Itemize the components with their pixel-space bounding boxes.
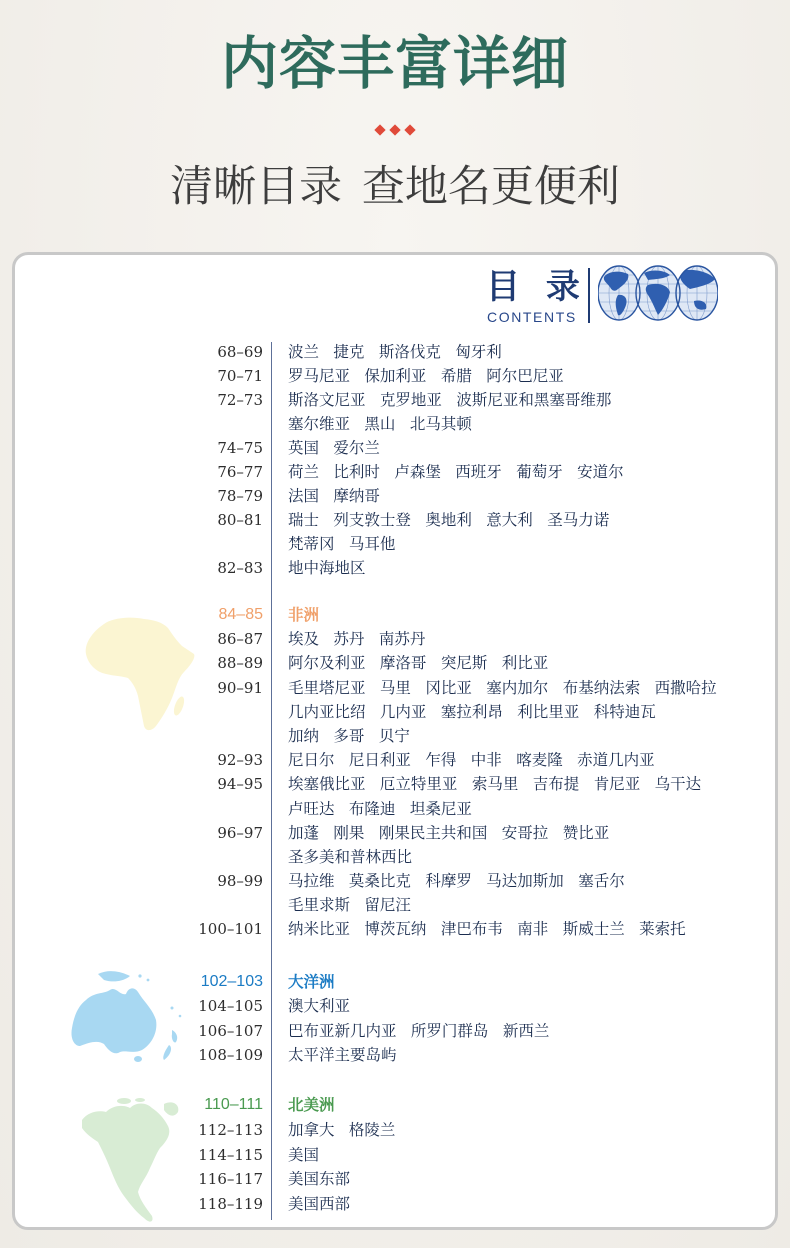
- page-range: 68–69: [217, 343, 263, 361]
- diamond-icon: [404, 124, 415, 135]
- section-title: 非洲: [288, 606, 320, 624]
- section-page-range: 102–103: [200, 973, 263, 990]
- entry-countries: 埃及 苏丹 南苏丹: [288, 630, 426, 649]
- toc-entry: [180, 1192, 395, 1217]
- entry-countries: 圣多美和普林西比: [288, 847, 413, 866]
- entry-countries: 地中海地区: [288, 559, 366, 577]
- toc-entry: [180, 821, 717, 869]
- oceania-map: [68, 966, 188, 1064]
- toc-group-africa: [180, 603, 717, 942]
- entry-countries: 加纳 多哥 贝宁: [288, 726, 410, 745]
- entry-countries: 加蓬 刚果 刚果民主共和国 安哥拉 赞比亚: [288, 823, 610, 842]
- entry-countries: 卢旺达 布隆迪 坦桑尼亚: [288, 799, 472, 818]
- entry-countries: 加拿大 格陵兰: [288, 1120, 396, 1139]
- page-range: 108–109: [198, 1045, 263, 1064]
- entry-countries: 瑞士 列支敦士登 奥地利 意大利 圣马力诺: [288, 511, 610, 529]
- page-range: 70–71: [217, 367, 263, 385]
- contents-heading-en: CONTENTS: [487, 309, 577, 325]
- page-range: 78–79: [217, 487, 263, 505]
- toc-group-north-america: [180, 1093, 395, 1217]
- toc-section-header: [180, 603, 717, 627]
- contents-heading: 目 录: [486, 267, 580, 307]
- heading-divider: [588, 268, 590, 323]
- toc-entry: [180, 1143, 395, 1168]
- world-map-icon: [598, 265, 718, 321]
- page-title: 内容丰富详细: [221, 31, 569, 97]
- toc-entry: [180, 994, 549, 1018]
- entry-countries: 太平洋主要岛屿: [288, 1045, 397, 1064]
- entry-countries: 美国: [288, 1145, 320, 1164]
- toc-entry: [180, 340, 624, 364]
- toc-entry: [180, 1167, 395, 1192]
- page-range: 100–101: [198, 920, 263, 939]
- section-page-range: 84–85: [218, 606, 263, 623]
- toc-entry: [180, 556, 624, 580]
- toc-entry: [180, 388, 624, 436]
- toc-section-header: [180, 970, 549, 994]
- page-range: 88–89: [217, 654, 263, 673]
- toc-entry: [180, 748, 717, 772]
- entry-countries: 澳大利亚: [288, 997, 351, 1016]
- page-range: 86–87: [217, 630, 263, 649]
- page-range: 118–119: [198, 1195, 263, 1214]
- page-range: 114–115: [198, 1145, 263, 1164]
- entry-countries: 斯洛文尼亚 克罗地亚 波斯尼亚和黑塞哥维那: [288, 391, 612, 409]
- entry-countries: 毛里求斯 留尼汪: [288, 896, 411, 915]
- entry-countries: 英国 爱尔兰: [288, 439, 380, 457]
- entry-countries: 美国西部: [288, 1195, 351, 1214]
- diamond-divider: [372, 124, 418, 136]
- page-range: 76–77: [217, 463, 263, 481]
- section-title: 大洋洲: [288, 973, 335, 991]
- entry-countries: 纳米比亚 博茨瓦纳 津巴布韦 南非 斯威士兰 莱索托: [288, 920, 686, 939]
- page-range: 104–105: [198, 997, 263, 1016]
- toc-entry: [180, 869, 717, 917]
- entry-countries: 罗马尼亚 保加利亚 希腊 阿尔巴尼亚: [288, 367, 564, 385]
- diamond-icon: [389, 124, 400, 135]
- entry-countries: 巴布亚新几内亚 所罗门群岛 新西兰: [288, 1021, 550, 1040]
- toc-entry: [180, 676, 717, 749]
- entry-countries: 几内亚比绍 几内亚 塞拉利昂 利比里亚 科特迪瓦: [288, 702, 656, 721]
- page-range: 98–99: [217, 872, 263, 891]
- entry-countries: 阿尔及利亚 摩洛哥 突尼斯 利比亚: [288, 654, 549, 673]
- entry-countries: 马拉维 莫桑比克 科摩罗 马达加斯加 塞舌尔: [288, 872, 625, 891]
- page-range: 90–91: [217, 678, 263, 697]
- section-title: 北美洲: [288, 1096, 335, 1114]
- page-range: 116–117: [198, 1170, 263, 1189]
- entry-countries: 法国 摩纳哥: [288, 487, 380, 505]
- toc-entry: [180, 917, 717, 941]
- toc-entry: [180, 651, 717, 675]
- entry-countries: 梵蒂冈 马耳他: [288, 535, 396, 553]
- toc-entry: [180, 627, 717, 651]
- north-america-map: [78, 1098, 182, 1226]
- entry-countries: 毛里塔尼亚 马里 冈比亚 塞内加尔 布基纳法索 西撒哈拉: [288, 678, 717, 697]
- entry-countries: 荷兰 比利时 卢森堡 西班牙 葡萄牙 安道尔: [288, 463, 624, 481]
- entry-countries: 塞尔维亚 黑山 北马其顿: [288, 415, 472, 433]
- page-range: 112–113: [198, 1120, 263, 1139]
- section-page-range: 110–111: [204, 1096, 263, 1113]
- toc-entry: [180, 436, 624, 460]
- toc-entry: [180, 1118, 395, 1143]
- entry-countries: 美国东部: [288, 1170, 351, 1189]
- page-range: 80–81: [217, 511, 263, 529]
- page-range: 74–75: [217, 439, 263, 457]
- page-range: 94–95: [217, 775, 263, 794]
- toc-section-header: [180, 1093, 395, 1118]
- page-range: 72–73: [217, 391, 263, 409]
- page-subtitle: 清晰目录 查地名更便利: [170, 162, 620, 212]
- entry-countries: 波兰 捷克 斯洛伐克 匈牙利: [288, 343, 502, 361]
- page-range: 92–93: [217, 751, 263, 770]
- toc-group-oceania: [180, 970, 549, 1067]
- toc-entry: [180, 508, 624, 556]
- entry-countries: 埃塞俄比亚 厄立特里亚 索马里 吉布提 肯尼亚 乌干达: [288, 775, 702, 794]
- diamond-icon: [374, 124, 385, 135]
- page-range: 106–107: [198, 1021, 263, 1040]
- toc-entry: [180, 1019, 549, 1043]
- toc-entry: [180, 772, 717, 820]
- toc-group-europe: [180, 340, 624, 580]
- page-range: 96–97: [217, 823, 263, 842]
- toc-entry: [180, 484, 624, 508]
- toc-entry: [180, 460, 624, 484]
- toc-entry: [180, 1043, 549, 1067]
- toc-entry: [180, 364, 624, 388]
- page-range: 82–83: [217, 559, 263, 577]
- entry-countries: 尼日尔 尼日利亚 乍得 中非 喀麦隆 赤道几内亚: [288, 751, 655, 770]
